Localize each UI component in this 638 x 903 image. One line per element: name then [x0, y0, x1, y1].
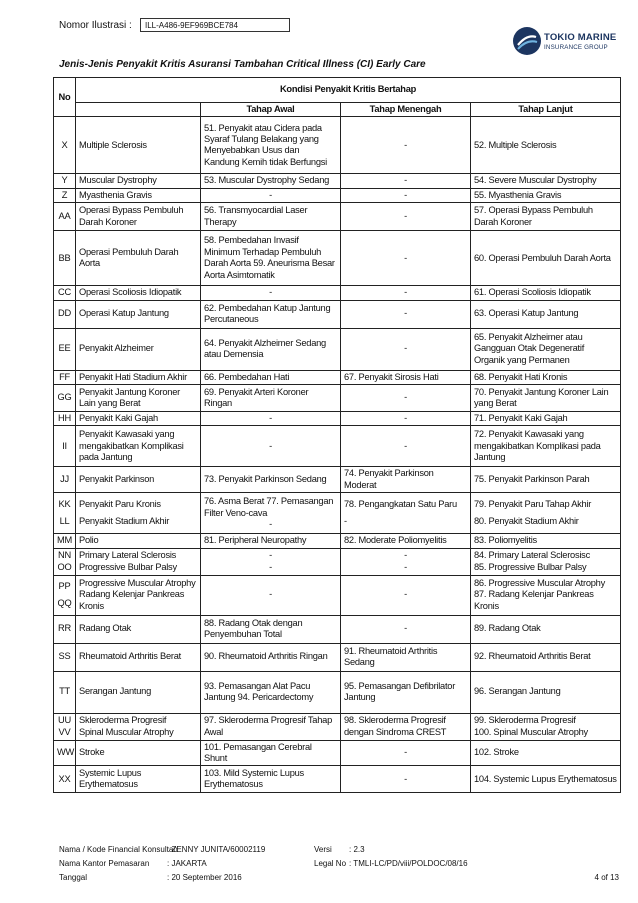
row-lanjut: 55. Myasthenia Gravis	[471, 188, 621, 202]
row-disease	[76, 713, 201, 740]
row-menengah: 91. Rheumatoid Arthritis Sedang	[341, 643, 471, 671]
row-disease-uu: Skleroderma Progresif	[79, 715, 167, 726]
row-no: TT	[54, 671, 76, 713]
row-menengah: -	[341, 117, 471, 174]
row-menengah-ll: -	[344, 516, 347, 527]
table-row	[54, 575, 621, 615]
header-no: No	[54, 78, 76, 117]
row-menengah: -	[341, 766, 471, 793]
row-no: WW	[54, 740, 76, 766]
row-menengah: -	[341, 740, 471, 766]
row-menengah: -	[341, 231, 471, 286]
row-lanjut: 71. Penyakit Kaki Gajah	[471, 412, 621, 426]
header-tahap-menengah: Tahap Menengah	[341, 103, 471, 117]
row-disease: Penyakit Hati Stadium Akhir	[76, 370, 201, 384]
row-lanjut: 96. Serangan Jantung	[471, 671, 621, 713]
row-awal: 69. Penyakit Arteri Koroner Ringan	[201, 385, 341, 412]
row-disease-ll: Penyakit Stadium Akhir	[79, 516, 170, 527]
row-no: XX	[54, 766, 76, 793]
row-awal: -	[201, 286, 341, 300]
illustration-number-label: Nomor Ilustrasi :	[59, 20, 132, 31]
row-disease	[76, 575, 201, 615]
row-disease: Multiple Sclerosis	[76, 117, 201, 174]
table-row	[54, 548, 621, 575]
row-lanjut: 72. Penyakit Kawasaki yang mengakibatkan Komplikasi pada Jantung	[471, 426, 621, 467]
consultant-label: Nama / Kode Financial Konsultan	[59, 845, 178, 854]
row-lanjut: 57. Operasi Bypass Pembuluh Darah Koroner	[471, 203, 621, 231]
row-disease	[76, 493, 201, 534]
row-awal: 97. Skleroderma Progresif Tahap Awal	[201, 713, 341, 740]
version-value: : 2.3	[349, 845, 365, 854]
header-tahap-awal: Tahap Awal	[201, 103, 341, 117]
row-no: Z	[54, 188, 76, 202]
table-row	[54, 740, 621, 766]
row-no	[54, 575, 76, 615]
row-lanjut	[471, 713, 621, 740]
row-menengah: 67. Penyakit Sirosis Hati	[341, 370, 471, 384]
row-lanjut-vv: 100. Spinal Muscular Atrophy	[474, 726, 588, 737]
row-awal	[201, 548, 341, 575]
row-awal: 53. Muscular Dystrophy Sedang	[201, 174, 341, 188]
table-row	[54, 412, 621, 426]
row-disease: Operasi Pembuluh Darah Aorta	[76, 231, 201, 286]
row-no-ll: LL	[59, 516, 70, 527]
row-disease: Operasi Katup Jantung	[76, 300, 201, 328]
row-no: DD	[54, 300, 76, 328]
row-lanjut: 75. Penyakit Parkinson Parah	[471, 467, 621, 493]
row-no-uu: UU	[58, 715, 71, 726]
row-disease-qq: Radang Kelenjar Pankreas Kronis	[79, 589, 185, 611]
row-lanjut	[471, 575, 621, 615]
row-lanjut-kk: 79. Penyakit Paru Tahap Akhir	[474, 498, 592, 509]
table-row	[54, 188, 621, 202]
row-disease: Operasi Scoliosis Idiopatik	[76, 286, 201, 300]
row-awal: 93. Pemasangan Alat Pacu Jantung 94. Pericardectomy	[201, 671, 341, 713]
row-disease: Operasi Bypass Pembuluh Darah Koroner	[76, 203, 201, 231]
row-awal-nn: -	[269, 550, 272, 561]
row-lanjut	[471, 548, 621, 575]
row-menengah: -	[341, 328, 471, 370]
row-disease: Muscular Dystrophy	[76, 174, 201, 188]
row-no: GG	[54, 385, 76, 412]
date-label: Tanggal	[59, 873, 88, 882]
table-row	[54, 286, 621, 300]
row-no	[54, 548, 76, 575]
row-menengah: 74. Penyakit Parkinson Moderat	[341, 467, 471, 493]
row-menengah: -	[341, 575, 471, 615]
row-awal: 101. Pemasangan Cerebral Shunt	[201, 740, 341, 766]
legal-value: : TMLI-LC/PD/viii/POLDOC/08/16	[349, 859, 468, 868]
row-menengah: -	[341, 203, 471, 231]
table-row	[54, 615, 621, 643]
row-no: AA	[54, 203, 76, 231]
row-no: MM	[54, 534, 76, 548]
row-no: Y	[54, 174, 76, 188]
row-no: BB	[54, 231, 76, 286]
row-disease-pp: Progressive Muscular Atrophy	[79, 578, 196, 589]
row-awal: 58. Pembedahan Invasif Minimum Terhadap Pembuluh Darah Aorta 59. Aneurisma Besar Aorta Asimtomatik	[201, 231, 341, 286]
row-disease: Penyakit Kawasaki yang mengakibatkan Komplikasi pada Jantung	[76, 426, 201, 467]
page-footer	[59, 843, 619, 885]
row-disease: Penyakit Alzheimer	[76, 328, 201, 370]
table-row	[54, 328, 621, 370]
row-awal: -	[201, 188, 341, 202]
row-lanjut: 104. Systemic Lupus Erythematosus	[471, 766, 621, 793]
row-disease: Rheumatoid Arthritis Berat	[76, 643, 201, 671]
row-lanjut: 83. Poliomyelitis	[471, 534, 621, 548]
row-no: FF	[54, 370, 76, 384]
row-disease: Serangan Jantung	[76, 671, 201, 713]
row-menengah: 98. Skleroderma Progresif dengan Sindroma CREST	[341, 713, 471, 740]
row-disease: Stroke	[76, 740, 201, 766]
page-title: Jenis-Jenis Penyakit Kritis Asuransi Tambahan Critical Illness (CI) Early Care	[59, 59, 426, 70]
date-value: : 20 September 2016	[167, 873, 242, 882]
row-lanjut: 54. Severe Muscular Dystrophy	[471, 174, 621, 188]
row-no: JJ	[54, 467, 76, 493]
row-awal: 66. Pembedahan Hati	[201, 370, 341, 384]
table-row	[54, 385, 621, 412]
brand-tagline: INSURANCE GROUP	[544, 44, 608, 51]
row-no: X	[54, 117, 76, 174]
row-disease: Radang Otak	[76, 615, 201, 643]
row-lanjut-ll: 80. Penyakit Stadium Akhir	[474, 516, 579, 527]
table-row	[54, 467, 621, 493]
row-lanjut: 61. Operasi Scoliosis Idiopatik	[471, 286, 621, 300]
row-menengah: -	[341, 412, 471, 426]
row-awal: 81. Peripheral Neuropathy	[201, 534, 341, 548]
row-menengah: -	[341, 174, 471, 188]
row-disease: Penyakit Kaki Gajah	[76, 412, 201, 426]
row-menengah: -	[341, 188, 471, 202]
row-no: CC	[54, 286, 76, 300]
row-no	[54, 493, 76, 534]
row-lanjut: 92. Rheumatoid Arthritis Berat	[471, 643, 621, 671]
row-lanjut: 52. Multiple Sclerosis	[471, 117, 621, 174]
critical-illness-table	[53, 77, 621, 793]
row-menengah: -	[341, 615, 471, 643]
row-awal: 88. Radang Otak dengan Penyembuhan Total	[201, 615, 341, 643]
table-row	[54, 534, 621, 548]
table-row	[54, 713, 621, 740]
row-menengah-oo: -	[404, 561, 407, 572]
table-row	[54, 174, 621, 188]
table-row	[54, 493, 621, 534]
row-menengah-nn: -	[404, 550, 407, 561]
row-no: SS	[54, 643, 76, 671]
table-row	[54, 643, 621, 671]
row-awal-oo: -	[269, 561, 272, 572]
row-lanjut: 89. Radang Otak	[471, 615, 621, 643]
illustration-number-value: ILL-A486-9EF969BCE784	[140, 18, 290, 32]
row-awal: 90. Rheumatoid Arthritis Ringan	[201, 643, 341, 671]
row-lanjut-oo: 85. Progressive Bulbar Palsy	[474, 561, 587, 572]
row-disease-nn: Primary Lateral Sclerosis	[79, 550, 177, 561]
row-lanjut: 65. Penyakit Alzheimer atau Gangguan Otak Degeneratif Organik yang Permanen	[471, 328, 621, 370]
office-label: Nama Kantor Pemasaran	[59, 859, 150, 868]
row-disease-vv: Spinal Muscular Atrophy	[79, 726, 174, 737]
row-lanjut: 63. Operasi Katup Jantung	[471, 300, 621, 328]
table-row	[54, 426, 621, 467]
row-no-vv: VV	[58, 726, 71, 737]
row-no-nn: NN	[58, 550, 71, 561]
consultant-value: : ZENNY JUNITA/60002119	[167, 845, 266, 854]
legal-label: Legal No	[314, 859, 347, 868]
tokio-marine-logo	[512, 26, 622, 60]
row-disease: Polio	[76, 534, 201, 548]
table-row	[54, 766, 621, 793]
row-menengah: -	[341, 426, 471, 467]
row-awal: -	[201, 426, 341, 467]
header-kondisi: Kondisi Penyakit Kritis Bertahap	[76, 78, 621, 103]
page-number: 4 of 13	[594, 873, 619, 882]
row-disease	[76, 548, 201, 575]
row-menengah: -	[341, 286, 471, 300]
row-no-oo: OO	[57, 561, 72, 572]
row-no-kk: KK	[58, 498, 71, 509]
row-lanjut: 60. Operasi Pembuluh Darah Aorta	[471, 231, 621, 286]
row-awal: 103. Mild Systemic Lupus Erythematosus	[201, 766, 341, 793]
row-menengah: -	[341, 385, 471, 412]
row-disease: Myasthenia Gravis	[76, 188, 201, 202]
row-lanjut-qq: 87. Radang Kelenjar Pankreas Kronis	[474, 589, 594, 611]
row-disease-kk: Penyakit Paru Kronis	[79, 498, 161, 509]
row-menengah: 82. Moderate Poliomyelitis	[341, 534, 471, 548]
row-no-qq: QQ	[57, 598, 72, 609]
row-awal	[201, 493, 341, 534]
row-menengah: 95. Pemasangan Defibrilator Jantung	[341, 671, 471, 713]
table-row	[54, 203, 621, 231]
row-awal: 56. Transmyocardial Laser Therapy	[201, 203, 341, 231]
table-row	[54, 117, 621, 174]
row-awal: -	[201, 412, 341, 426]
row-menengah	[341, 548, 471, 575]
row-lanjut-uu: 99. Skleroderma Progresif	[474, 715, 576, 726]
row-no-pp: PP	[58, 580, 71, 591]
row-lanjut	[471, 493, 621, 534]
tokio-marine-logo-icon	[512, 26, 542, 56]
row-awal: 51. Penyakit atau Cidera pada Syaraf Tulang Belakang yang Menyebabkan Usus dan Kandung Kemih tidak Berfungsi	[201, 117, 341, 174]
header-empty	[76, 103, 201, 117]
brand-name: TOKIO MARINE	[544, 32, 617, 43]
row-no: II	[54, 426, 76, 467]
version-label: Versi	[314, 845, 332, 854]
row-lanjut: 70. Penyakit Jantung Koroner Lain yang Berat	[471, 385, 621, 412]
row-menengah-kk: 78. Pengangkatan Satu Paru	[344, 498, 457, 509]
row-disease: Systemic Lupus Erythematosus	[76, 766, 201, 793]
table-row	[54, 370, 621, 384]
row-awal-ll: -	[269, 518, 272, 529]
row-no: RR	[54, 615, 76, 643]
row-awal-kk: 76. Asma Berat 77. Pemasangan Filter Veno-cava	[204, 496, 334, 518]
row-lanjut-nn: 84. Primary Lateral Sclerosisc	[474, 550, 590, 561]
table-row	[54, 671, 621, 713]
row-menengah	[341, 493, 471, 534]
row-no: HH	[54, 412, 76, 426]
row-disease: Penyakit Jantung Koroner Lain yang Berat	[76, 385, 201, 412]
row-menengah: -	[341, 300, 471, 328]
row-lanjut-pp: 86. Progressive Muscular Atrophy	[474, 578, 605, 589]
row-no	[54, 713, 76, 740]
row-awal: 64. Penyakit Alzheimer Sedang atau Demensia	[201, 328, 341, 370]
row-awal: 62. Pembedahan Katup Jantung Percutaneous	[201, 300, 341, 328]
table-row	[54, 300, 621, 328]
row-no: EE	[54, 328, 76, 370]
office-value: : JAKARTA	[167, 859, 207, 868]
row-awal: 73. Penyakit Parkinson Sedang	[201, 467, 341, 493]
row-lanjut: 68. Penyakit Hati Kronis	[471, 370, 621, 384]
header-tahap-lanjut: Tahap Lanjut	[471, 103, 621, 117]
row-awal: -	[201, 575, 341, 615]
table-row	[54, 231, 621, 286]
row-disease: Penyakit Parkinson	[76, 467, 201, 493]
row-lanjut: 102. Stroke	[471, 740, 621, 766]
row-disease-oo: Progressive Bulbar Palsy	[79, 561, 177, 572]
